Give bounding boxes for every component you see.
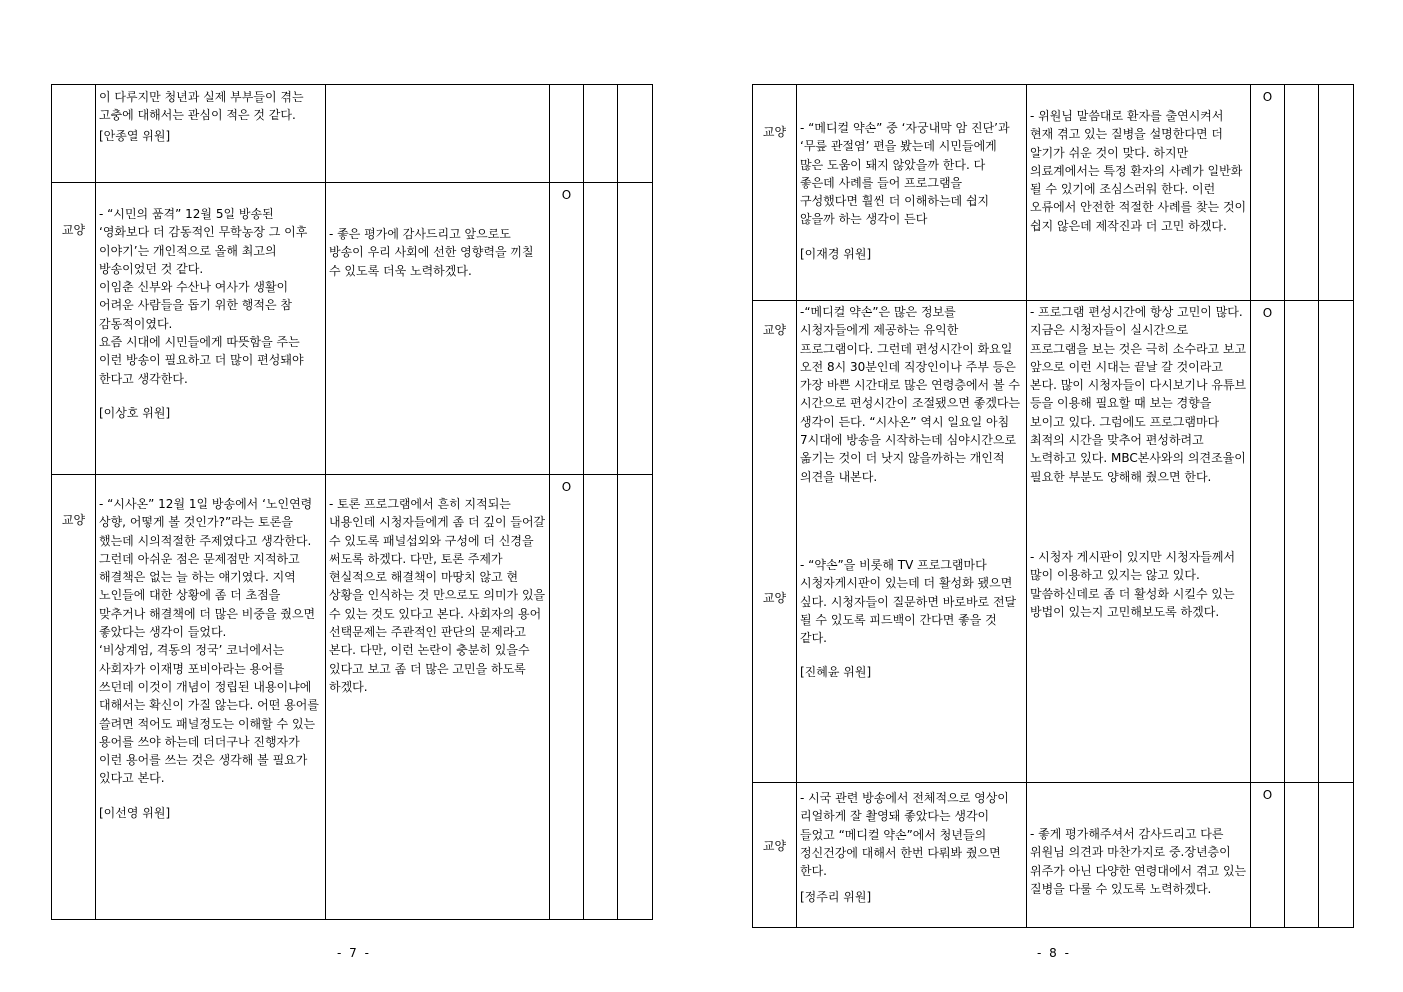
response-text: - 좋게 평가해주셔서 감사드리고 다른 위원님 의견과 마찬가지로 중.장년층이 위주가 아닌 다양한 연령대에서 겪고 있는 질병을 다룰 수 있도록 노력하겠다. [1030,827,1247,896]
empty-cell [618,183,653,475]
table-row [753,783,1354,928]
response-cell [1027,85,1251,301]
empty-cell [1285,85,1319,301]
category-cell: 교양 [52,183,96,475]
minutes-table-page-8 [752,84,1354,928]
opinion-text: 이임춘 신부와 수산나 여사가 생활이 어려운 사람들을 돕기 위한 행적은 참 감동적이였다. [99,280,292,331]
response-cell [326,475,550,920]
response-cell [326,183,550,475]
opinion-text: 이 다루지만 청년과 실제 부부들이 겪는 고충에 대해서는 관심이 적은 것 같다. [99,90,304,123]
page-8 [752,84,1353,928]
response-cell [1027,783,1251,928]
category-label: 교양 [762,591,787,606]
opinion-cell [797,783,1027,928]
empty-cell [1319,85,1354,301]
member-signature: [이재경 위원] [800,246,872,261]
category-label: 교양 [762,323,787,337]
opinion-cell [797,85,1027,301]
opinion-cell [96,85,326,183]
opinion-text: ‘비상계엄, 격동의 정국’ 코너에서는 사회자가 이재명 포비아라는 용어를 쓰던데 이것이 개념이 정립된 내용이냐에 대해서는 확신이 가질 않는다. 어떤 용어를 쓸려면 적어도 패널정도는 이해할 수 있는 용어를 쓰야 하는데 더더구나 진행자가 이런 용어를 쓰는 것은 생각해 볼 필요가 있다고 본다. [99,643,319,786]
opinion-text: -“메디컬 약손”은 많은 정보를 시청자들에게 제공하는 유익한 프로그램이다. 그런데 편성시간이 화요일 오전 8시 30분인데 직장인이나 주부 등은 가장 바쁜 시간대로 많은 연령층에서 볼 수 시간으로 편성시간이 조절됐으면 좋겠다는 생각이 든다. “시사온” 역시 일요일 아침 7시대에 방송을 시작하는데 심야시간으로 옮기는 것이 더 낫지 않을까하는 개인적 의견을 내본다. [800,305,1021,484]
page-number: - 7 - [337,946,371,960]
check-cell: O [550,183,584,475]
response-text: - 좋은 평가에 감사드리고 앞으로도 방송이 우리 사회에 선한 영향력을 끼칠 수 있도록 더욱 노력하겠다. [329,227,534,278]
member-signature: [진혜윤 위원] [800,665,872,680]
member-signature: [이선영 위원] [99,805,171,820]
category-cell: 교양 [753,783,797,928]
page-number: - 8 - [1037,946,1071,960]
response-cell [1027,301,1251,783]
check-cell: O [1251,783,1285,928]
opinion-cell [797,301,1027,783]
category-cell [52,85,96,183]
minutes-table-page-7 [51,84,653,920]
member-signature: [안종열 위원] [99,128,171,143]
category-cell [753,301,797,783]
table-row [753,301,1354,783]
response-text: - 시청자 게시판이 있지만 시청자들께서 많이 이용하고 있지는 않고 있다. 말씀하신데로 좀 더 활성화 시킬수 있는 방법이 있는지 고민해보도록 하겠다. [1030,549,1236,619]
empty-cell [618,475,653,920]
response-text: - 위원님 말씀대로 환자를 출연시켜서 현재 겪고 있는 질병을 설명한다면 더 알기가 쉬운 것이 맞다. 하지만 의료계에서는 특정 환자의 사례가 일반화 될 수 있기에 조심스러워 한다. 이런 오류에서 안전한 적절한 사례를 찾는 것이 쉽지 않은데 제작진과 더 고민 하겠다. [1030,109,1247,233]
check-cell: O [1251,301,1285,783]
member-signature: [이상호 위원] [99,405,171,420]
opinion-text: - “메디컬 약손” 중 ‘자궁내막 암 진단’과 ‘무릎 관절염’ 편을 봤는데 시민들에게 많은 도움이 돼지 않았을까 한다. 다 좋은데 사례를 들어 프로그램을 구성했다면 훨씬 더 이해하는데 쉽지 않을까 하는 생각이 든다 [800,121,1010,227]
table-row [753,85,1354,301]
response-text: - 프로그램 편성시간에 항상 고민이 많다. 지금은 시청자들이 실시간으로 프로그램을 보는 것은 극히 소수라고 보고 앞으로 이런 시대는 끝날 갈 것이라고 본다. 많이 시청자들이 다시보기나 유튜브 등을 이용해 필요할 때 보는 경향을 보이고 있다. 그럼에도 프로그램마다 최적의 시간을 맞추어 편성하려고 노력하고 있다. MBC본사와의 의견조율이 필요한 부분도 양해해 줬으면 한다. [1030,305,1247,484]
category-cell: 교양 [52,475,96,920]
table-row [52,85,653,183]
check-cell: O [1251,85,1285,301]
opinion-text: - “약손”을 비롯해 TV 프로그램마다 시청자게시판이 있는데 더 활성화 됐으면 싶다. 시청자들이 질문하면 바로바로 전달 될 수 있도록 피드백이 간다면 좋을 것 같다. [800,557,1017,646]
empty-cell [1319,783,1354,928]
table-row [52,183,653,475]
empty-cell [584,183,618,475]
page-7 [51,84,652,920]
opinion-cell [96,183,326,475]
opinion-text: - 시국 관련 방송에서 전체적으로 영상이 리얼하게 잘 촬영돼 좋았다는 생각이 들었고 “메디컬 약손”에서 청년들의 정신건강에 대해서 한번 다뤄봐 줬으면 한다. [800,791,1009,879]
opinion-text: - “시민의 품격” 12월 5일 방송된 ‘영화보다 더 감동적인 무학농장 그 이후 이야기’는 개인적으로 올해 최고의 방송이었던 것 같다. [99,207,308,276]
empty-cell [1285,301,1319,783]
empty-cell [618,85,653,183]
table-row [52,475,653,920]
empty-cell [584,85,618,183]
empty-cell [1285,783,1319,928]
opinion-cell [96,475,326,920]
category-cell: 교양 [753,85,797,301]
opinion-text: - “시사온” 12월 1일 방송에서 ‘노인연령 상향, 어떻게 볼 것인가?”라는 토론을 했는데 시의적절한 주제였다고 생각한다. [99,497,313,548]
empty-cell [1319,301,1354,783]
check-cell [550,85,584,183]
response-cell [326,85,550,183]
opinion-text: 그런데 아쉬운 점은 문제점만 지적하고 해결책은 없는 늘 하는 얘기였다. 지역 노인들에 대한 상황에 좀 더 초점을 맞추거나 해결책에 더 많은 비중을 줬으면 좋았다는 생각이 들었다. [99,551,316,640]
check-cell: O [550,475,584,920]
response-text: - 토론 프로그램에서 흔히 지적되는 내용인데 시청자들에게 좀 더 깊이 들어갈 수 있도록 패널섭외와 구성에 더 신경을 써도록 하겠다. 다만, 토론 주제가 현실적으로 해결책이 마땅치 않고 현 상황을 인식하는 것 만으로도 의미가 있을 수 있는 것도 있다고 본다. 사회자의 용어 선택문제는 주관적인 판단의 문제라고 본다. 다만, 이런 논란이 충분히 있을수 있다고 보고 좀 더 많은 고민을 하도록 하겠다. [329,497,546,694]
empty-cell [584,475,618,920]
opinion-text: 요즘 시대에 시민들에게 따뜻함을 주는 이런 방송이 필요하고 더 많이 편성돼야 한다고 생각한다. [99,335,304,386]
member-signature: [정주리 위원] [800,890,872,905]
